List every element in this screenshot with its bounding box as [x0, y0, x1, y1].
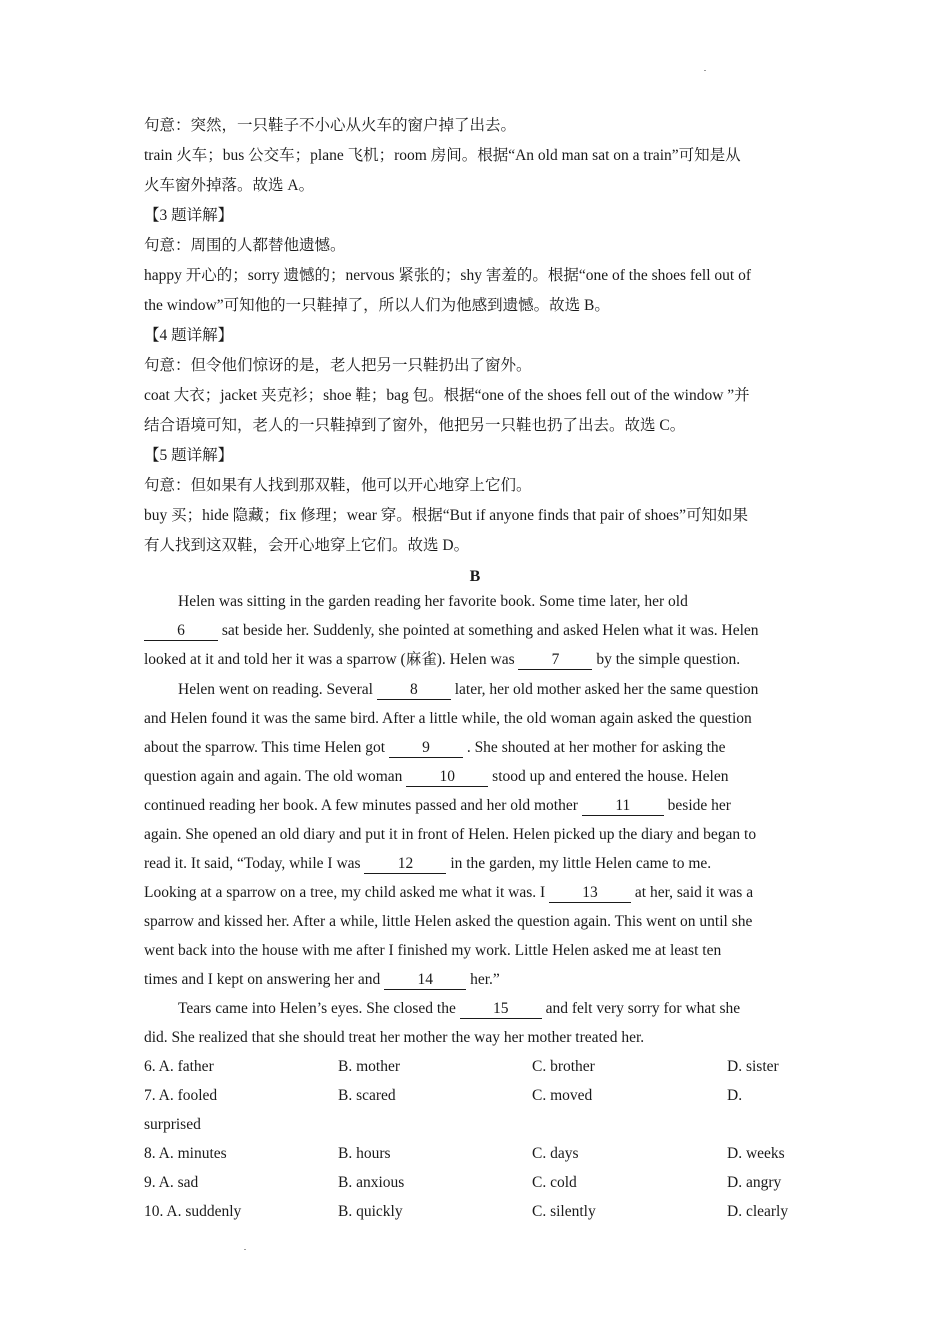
passage-line: did. She realized that she should treat her mother the way her mother treated her. [144, 1029, 645, 1046]
q3-sentence: 句意：周围的人都替他遗憾。 [144, 237, 346, 254]
q5-explanation-line-2: 有人找到这双鞋，会开心地穿上它们。故选 D。 [144, 537, 470, 554]
option-8-d[interactable]: D. weeks [727, 1145, 785, 1162]
section-b-title: B [469, 568, 481, 585]
q3-heading: 【3 题详解】 [144, 207, 234, 224]
passage-line: and Helen found it was the same bird. After a little while, the old woman again asked the question [144, 710, 752, 727]
q5-sentence: 句意：但如果有人找到那双鞋，他可以开心地穿上它们。 [144, 477, 532, 494]
option-9-b[interactable]: B. anxious [338, 1174, 405, 1191]
blank-14: 14 [384, 971, 466, 990]
q5-heading: 【5 题详解】 [144, 447, 234, 464]
blank-10: 10 [406, 768, 488, 787]
passage-line: question again and again. The old woman 10 stood up and entered the house. Helen [144, 768, 729, 785]
blank-6: 6 [144, 622, 218, 641]
q2-explanation-line-1: train 火车；bus 公交车；plane 飞机；room 房间。根据“An old man sat on a train”可知是从 [144, 147, 741, 164]
q4-explanation-line-1: coat 大衣；jacket 夹克衫；shoe 鞋；bag 包。根据“one of the shoes fell out of the window ”并 [144, 387, 750, 404]
option-10-a[interactable]: 10. A. suddenly [144, 1203, 242, 1220]
option-7-d[interactable]: D. [727, 1087, 743, 1104]
q5-explanation-line-1: buy 买；hide 隐藏；fix 修理；wear 穿。根据“But if anyone finds that pair of shoes”可知如果 [144, 507, 748, 524]
blank-12: 12 [364, 855, 446, 874]
option-6-b[interactable]: B. mother [338, 1058, 400, 1075]
passage-line: 6 sat beside her. Suddenly, she pointed at something and asked Helen what it was. Helen [144, 616, 806, 646]
passage-line: Looking at a sparrow on a tree, my child asked me what it was. I 13 at her, said it was a [144, 884, 754, 901]
passage-line: read it. It said, “Today, while I was 12 in the garden, my little Helen came to me. [144, 855, 712, 872]
q3-explanation-line-2: the window”可知他的一只鞋掉了，所以人们为他感到遗憾。故选 B。 [144, 297, 610, 314]
passage-line: times and I kept on answering her and 14 her.” [144, 971, 500, 988]
blank-7: 7 [518, 651, 592, 670]
blank-11: 11 [582, 797, 664, 816]
q4-sentence: 句意：但令他们惊讶的是，老人把另一只鞋扔出了窗外。 [144, 357, 532, 374]
option-10-b[interactable]: B. quickly [338, 1203, 403, 1220]
q3-explanation-line-1: happy 开心的；sorry 遗憾的；nervous 紧张的；shy 害羞的。根据“one of the shoes fell out of [144, 267, 752, 284]
q4-heading: 【4 题详解】 [144, 327, 234, 344]
passage-line: went back into the house with me after I finished my work. Little Helen asked me at least ten [144, 942, 722, 959]
option-9-a[interactable]: 9. A. sad [144, 1174, 199, 1191]
option-6-d[interactable]: D. sister [727, 1058, 779, 1075]
passage-line: Tears came into Helen’s eyes. She closed the 15 and felt very sorry for what she [178, 1000, 741, 1017]
option-7-c[interactable]: C. moved [532, 1087, 593, 1104]
blank-13: 13 [549, 884, 631, 903]
option-7-d-text[interactable]: surprised [144, 1116, 201, 1133]
passage-line: looked at it and told her it was a sparrow (麻雀). Helen was 7 by the simple question. [144, 651, 741, 668]
option-10-c[interactable]: C. silently [532, 1203, 596, 1220]
blank-8: 8 [377, 681, 451, 700]
q2-sentence: 句意：突然，一只鞋子不小心从火车的窗户掉了出去。 [144, 117, 517, 134]
blank-9: 9 [389, 739, 463, 758]
q4-explanation-line-2: 结合语境可知，老人的一只鞋掉到了窗外，他把另一只鞋也扔了出去。故选 C。 [144, 417, 686, 434]
q2-explanation-line-2: 火车窗外掉落。故选 A。 [144, 177, 315, 194]
page-mark-top [704, 70, 706, 71]
option-7-a[interactable]: 7. A. fooled [144, 1087, 218, 1104]
passage-line: again. She opened an old diary and put it in front of Helen. Helen picked up the diary and began to [144, 826, 757, 843]
option-8-a[interactable]: 8. A. minutes [144, 1145, 227, 1162]
passage-line: sparrow and kissed her. After a while, little Helen asked the question again. This went on until she [144, 913, 753, 930]
blank-15: 15 [460, 1000, 542, 1019]
passage-line: about the sparrow. This time Helen got 9 . She shouted at her mother for asking the [144, 739, 726, 756]
option-8-c[interactable]: C. days [532, 1145, 579, 1162]
option-7-b[interactable]: B. scared [338, 1087, 396, 1104]
page-mark-bottom [244, 1249, 246, 1250]
option-10-d[interactable]: D. clearly [727, 1203, 789, 1220]
option-6-a[interactable]: 6. A. father [144, 1058, 214, 1075]
option-9-d[interactable]: D. angry [727, 1174, 782, 1191]
passage-line: Helen went on reading. Several 8 later, her old mother asked her the same question [178, 681, 759, 698]
option-8-b[interactable]: B. hours [338, 1145, 391, 1162]
passage-line: Helen was sitting in the garden reading her favorite book. Some time later, her old [178, 593, 688, 610]
option-6-c[interactable]: C. brother [532, 1058, 595, 1075]
passage-line: continued reading her book. A few minutes passed and her old mother 11 beside her [144, 797, 731, 814]
option-9-c[interactable]: C. cold [532, 1174, 577, 1191]
